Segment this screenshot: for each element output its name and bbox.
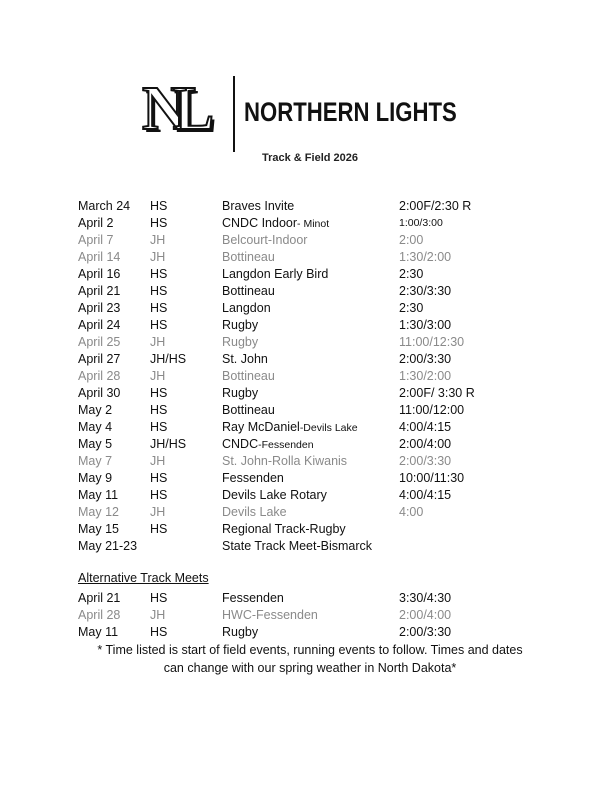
schedule-row — [78, 504, 538, 521]
meet-name — [222, 402, 275, 419]
schedule-row — [78, 249, 538, 266]
meet-time: 11:00/12:00 — [399, 403, 465, 417]
meet-name — [222, 232, 307, 249]
meet-name-text: Fessenden — [222, 591, 284, 605]
meet-name — [222, 487, 327, 504]
meet-date: April 24 — [78, 318, 121, 332]
meet-name-text: St. John-Rolla Kiwanis — [222, 454, 348, 468]
meet-name — [222, 624, 258, 641]
meet-name — [222, 419, 358, 437]
meet-location-note: - Minot — [297, 218, 330, 230]
meet-level: JH — [150, 335, 166, 349]
meet-time: 2:00/3:30 — [399, 352, 452, 366]
meet-date: May 11 — [78, 488, 119, 502]
schedule-row — [78, 385, 538, 402]
meet-name-text: Ray McDaniel — [222, 420, 300, 434]
meet-name-text: Bottineau — [222, 403, 275, 417]
meet-time: 11:00/12:30 — [399, 335, 465, 349]
meet-date: April 2 — [78, 216, 114, 230]
schedule-row — [78, 487, 538, 504]
meet-date: May 21-23 — [78, 539, 138, 553]
meet-date: April 16 — [78, 267, 121, 281]
meet-name — [222, 385, 258, 402]
meet-time: 1:00/3:00 — [399, 217, 443, 229]
meet-level: JH — [150, 608, 166, 622]
meet-name — [222, 470, 284, 487]
meet-time: 2:00F/ 3:30 R — [399, 386, 475, 400]
meet-name — [222, 249, 275, 266]
meet-date: April 25 — [78, 335, 121, 349]
meet-level: HS — [150, 284, 168, 298]
meet-location-note: -Fessenden — [258, 439, 314, 451]
meet-time: 1:30/2:00 — [399, 250, 452, 264]
schedule-row — [78, 351, 538, 368]
nl-logo: NL — [142, 75, 201, 143]
meet-date: May 4 — [78, 420, 113, 434]
schedule-row — [78, 470, 538, 487]
meet-level: JH — [150, 505, 166, 519]
meet-name-text: Rugby — [222, 625, 259, 639]
schedule-row — [78, 624, 538, 641]
schedule-row — [78, 283, 538, 300]
meet-date: April 21 — [78, 284, 121, 298]
meet-name-text: Rugby — [222, 386, 259, 400]
meet-name-text: Rugby — [222, 335, 259, 349]
page-subtitle: Track & Field 2026 — [262, 152, 358, 164]
meet-time: 2:00F/2:30 R — [399, 199, 472, 213]
meet-name — [222, 521, 346, 538]
schedule-row — [78, 590, 538, 607]
logo-divider — [233, 76, 235, 152]
meet-name-text: Langdon Early Bird — [222, 267, 329, 281]
meet-name — [222, 317, 258, 334]
meet-name-text: St. John — [222, 352, 268, 366]
meet-level: HS — [150, 488, 168, 502]
meet-date: May 15 — [78, 522, 119, 536]
footnote-line-1: * Time listed is start of field events, running events to follow. Times and dates — [97, 643, 523, 657]
schedule-row — [78, 436, 538, 453]
schedule-row — [78, 607, 538, 624]
meet-name — [222, 538, 372, 555]
meet-time: 2:00/4:00 — [399, 608, 452, 622]
meet-level: JH — [150, 250, 166, 264]
meet-time: 2:30 — [399, 301, 424, 315]
meet-time: 2:00/3:30 — [399, 454, 452, 468]
meet-name-text: Bottineau — [222, 250, 275, 264]
footnote — [60, 641, 560, 677]
meet-date: April 28 — [78, 369, 121, 383]
meet-name — [222, 504, 287, 521]
meet-date: April 7 — [78, 233, 114, 247]
meet-name-text: Regional Track-Rugby — [222, 522, 346, 536]
meet-name — [222, 590, 284, 607]
meet-location-note: -Devils Lake — [299, 422, 358, 434]
meet-date: April 14 — [78, 250, 121, 264]
footnote-line-2: can change with our spring weather in North Dakota* — [163, 661, 457, 675]
meet-name-text: Belcourt-Indoor — [222, 233, 308, 247]
meet-name — [222, 351, 268, 368]
meet-time: 4:00/4:15 — [399, 420, 452, 434]
meet-level: HS — [150, 403, 168, 417]
meet-level: HS — [150, 386, 168, 400]
meet-date: April 28 — [78, 608, 121, 622]
schedule-row — [78, 453, 538, 470]
meet-date: May 12 — [78, 505, 119, 519]
meet-level: HS — [150, 591, 168, 605]
meet-level: HS — [150, 625, 168, 639]
meet-name — [222, 215, 329, 233]
meet-name — [222, 300, 271, 317]
meet-date: April 23 — [78, 301, 121, 315]
meet-time: 4:00/4:15 — [399, 488, 452, 502]
meet-level: HS — [150, 267, 168, 281]
meet-name-text: HWC-Fessenden — [222, 608, 318, 622]
schedule-table — [78, 198, 538, 555]
meet-date: May 2 — [78, 403, 113, 417]
meet-name-text: Bottineau — [222, 369, 275, 383]
meet-name — [222, 266, 328, 283]
meet-date: March 24 — [78, 199, 131, 213]
alternative-meets-table — [78, 590, 538, 641]
meet-date: April 21 — [78, 591, 121, 605]
meet-name-text: State Track Meet-Bismarck — [222, 539, 373, 553]
alternative-meets-title: Alternative Track Meets — [78, 571, 209, 585]
meet-level: JH/HS — [150, 352, 187, 366]
meet-name-text: CNDC Indoor — [222, 216, 298, 230]
schedule-row — [78, 334, 538, 351]
schedule-row — [78, 215, 538, 232]
schedule-row — [78, 419, 538, 436]
meet-name — [222, 368, 275, 385]
meet-date: May 9 — [78, 471, 113, 485]
meet-time: 4:00 — [399, 505, 424, 519]
meet-name — [222, 453, 347, 470]
meet-level: HS — [150, 420, 168, 434]
meet-time: 2:00/3:30 — [399, 625, 452, 639]
meet-level: JH — [150, 233, 166, 247]
schedule-row — [78, 317, 538, 334]
meet-name-text: Braves Invite — [222, 199, 295, 213]
schedule-row — [78, 521, 538, 538]
schedule-row — [78, 232, 538, 249]
meet-level: JH — [150, 454, 166, 468]
meet-name-text: Langdon — [222, 301, 271, 315]
meet-date: April 27 — [78, 352, 121, 366]
meet-name-text: Devils Lake Rotary — [222, 488, 327, 502]
meet-level: JH/HS — [150, 437, 187, 451]
schedule-row — [78, 198, 538, 215]
meet-date: May 11 — [78, 625, 119, 639]
meet-date: May 5 — [78, 437, 113, 451]
meet-level: JH — [150, 369, 166, 383]
meet-time: 2:30/3:30 — [399, 284, 452, 298]
meet-time: 2:00 — [399, 233, 424, 247]
schedule-row — [78, 538, 538, 555]
meet-level: HS — [150, 301, 168, 315]
meet-time: 1:30/3:00 — [399, 318, 452, 332]
schedule-row — [78, 402, 538, 419]
meet-level: HS — [150, 216, 168, 230]
meet-time: 3:30/4:30 — [399, 591, 452, 605]
meet-level: HS — [150, 318, 168, 332]
brand-name: NORTHERN LIGHTS — [244, 97, 457, 127]
meet-name — [222, 334, 258, 351]
meet-level: HS — [150, 522, 168, 536]
meet-name-text: CNDC — [222, 437, 259, 451]
meet-time: 10:00/11:30 — [399, 471, 465, 485]
meet-name-text: Rugby — [222, 318, 259, 332]
meet-name — [222, 283, 275, 300]
meet-name-text: Bottineau — [222, 284, 275, 298]
meet-name-text: Devils Lake — [222, 505, 287, 519]
meet-date: May 7 — [78, 454, 113, 468]
meet-level: HS — [150, 199, 168, 213]
schedule-row — [78, 368, 538, 385]
meet-date: April 30 — [78, 386, 121, 400]
schedule-row — [78, 300, 538, 317]
meet-time: 2:30 — [399, 267, 424, 281]
meet-level: HS — [150, 471, 168, 485]
meet-time: 1:30/2:00 — [399, 369, 452, 383]
meet-name — [222, 436, 314, 454]
meet-name — [222, 198, 294, 215]
meet-time: 2:00/4:00 — [399, 437, 452, 451]
schedule-row — [78, 266, 538, 283]
meet-name-text: Fessenden — [222, 471, 284, 485]
meet-name — [222, 607, 318, 624]
